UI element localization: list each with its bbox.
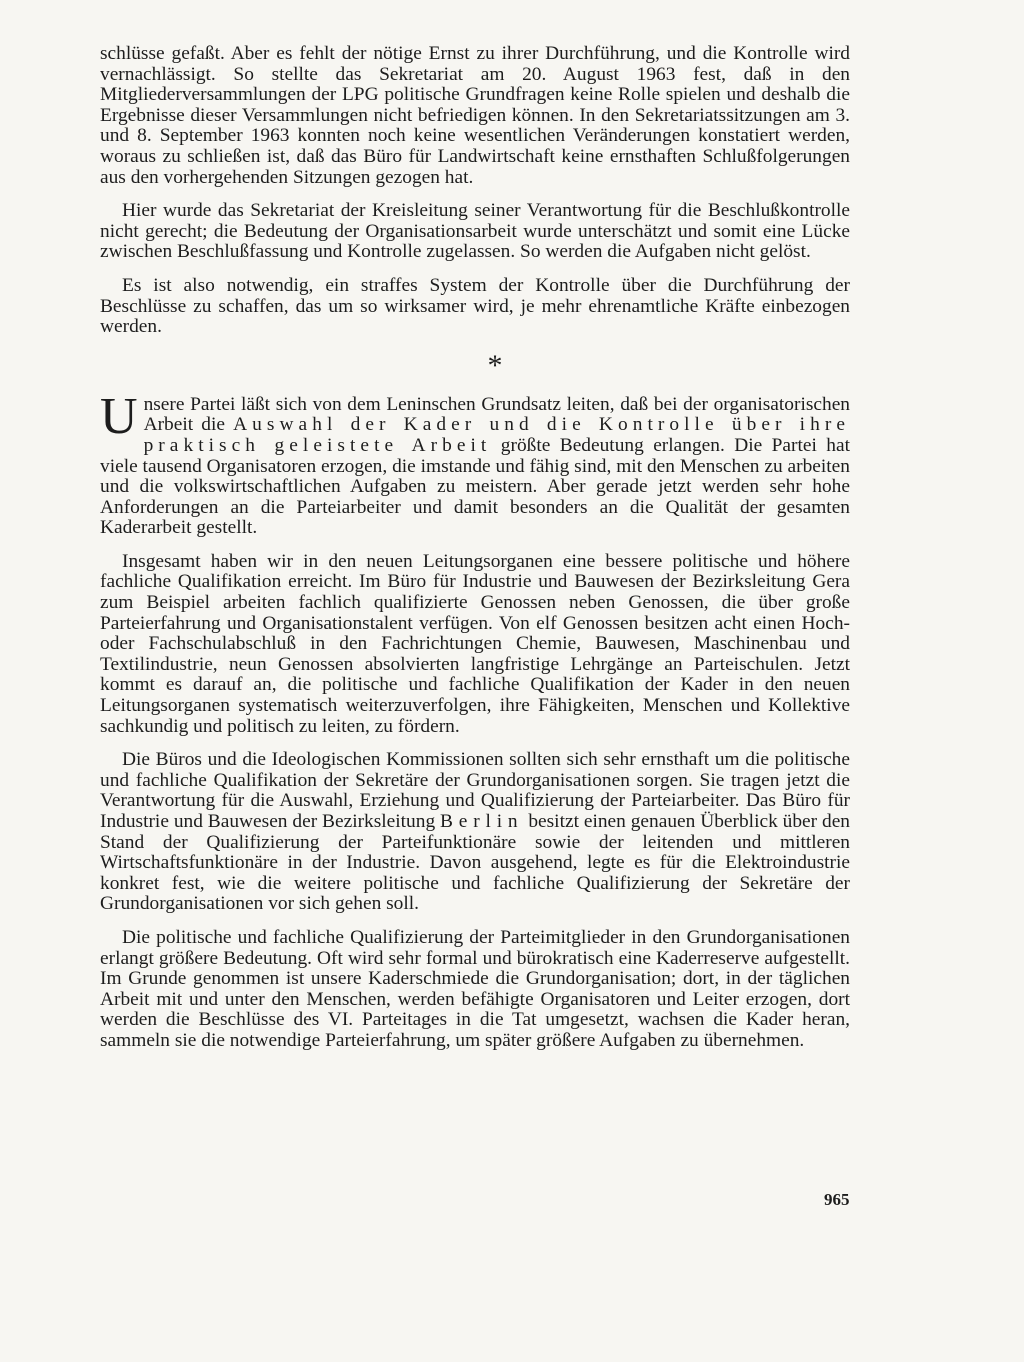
section-separator: *	[487, 348, 503, 382]
paragraph-1: schlüsse gefaßt. Aber es fehlt der nötige Ernst zu ihrer Durchführung, und die Kontrolle wird vernachlässigt. So stellte das Sekretariat am 20. August 1963 fest, daß in den Mitgliederversammlungen der LPG politische Grundfragen keine Rolle spielen und deshalb die Ergebnisse dieser Versammlungen nicht befriedigen können. In den Sekretariatssitzungen am 3. und 8. September 1963 konnten noch keine wesentlichen Veränderungen konstatiert werden, woraus zu schließen ist, daß das Büro für Landwirtschaft keine ernsthaften Schlußfolgerungen aus den vorhergehenden Sitzungen gezogen hat.	[100, 43, 850, 188]
drop-cap-initial: U	[100, 387, 138, 445]
berlin-text-1: Die Büros und die Ideologischen Kommissionen sollten sich sehr ernsthaft um die politische und fachliche Qualifikation der Sekretäre der Grundorganisationen sorgen. Sie tragen jetzt die Verantwortung für die Auswahl, Erziehung und Qualifizierung der Parteiarbeiter. Das Büro für Industrie und Bauwesen der Bezirksleitung	[100, 749, 850, 832]
page-number: 965	[824, 1190, 850, 1209]
emphasis-kader-kontrolle: Auswahl der Kader und die Kontrolle über ihre praktisch geleistete Arbeit	[143, 414, 851, 456]
dropcap-text-2: größte Bedeutung erlangen. Die Partei hat viele tausend Organisatoren erzogen, die imstande und fähig sind, mit den Menschen zu arbeiten und die volkswirtschaftlichen Aufgaben zu meistern. Aber gerade jetzt werden sehr hohe Anforderungen an die Parteiarbeiter und damit besonders an die Qualität der gesamten Kaderarbeit gestellt.	[100, 434, 850, 539]
paragraph-2: Hier wurde das Sekretariat der Kreisleitung seiner Verantwortung für die Beschlußkontrolle nicht gerecht; die Bedeutung der Organisationsarbeit wurde unterschätzt und somit eine Lücke zwischen Beschlußfassung und Kontrolle zugelassen. So werden die Aufgaben nicht gelöst.	[100, 200, 850, 263]
paragraph-final: Die politische und fachliche Qualifizierung der Parteimitglieder in den Grundorganisationen erlangt größere Bedeutung. Oft wird sehr formal und bürokratisch eine Kaderreserve aufgestellt. Im Grunde genommen ist unsere Kaderschmiede die Grundorganisation; dort, in der täglichen Arbeit mit und unter den Menschen, werden befähigte Organisatoren und Leiter erzogen, dort werden die Beschlüsse des VI. Parteitages in die Tat umgesetzt, wachsen die Kader heran, sammeln sie die notwendige Parteierfahrung, um später größere Aufgaben zu übernehmen.	[100, 926, 850, 1051]
paragraph-gera: Insgesamt haben wir in den neuen Leitungsorganen eine bessere politische und höhere fachliche Qualifikation erreicht. Im Büro für Industrie und Bauwesen der Bezirksleitung Gera zum Beispiel arbeiten fachlich qualifizierte Genossen neben Genossen, die über große Parteierfahrung und Organisationstalent verfügen. Von elf Genossen besitzen acht einen Hoch- oder Fachschulabschluß in den Fachrichtungen Chemie, Bauwesen, Maschinenbau und Textilindustrie, neun Genossen absolvierten langfristige Lehrgänge an Parteischulen. Jetzt kommt es darauf an, die politische und fachliche Qualifikation der Kader in den neuen Leitungsorganen systematisch weiterzuverfolgen, ihre Fähigkeiten, Menschen und Kollektive sachkundig und politisch zu leiten, zu fördern.	[100, 550, 850, 737]
dropcap-text-1: nsere Partei läßt sich von dem Leninschen Grundsatz leiten, daß bei der organisatorischen Arbeit die	[143, 393, 850, 436]
paragraph-3: Es ist also notwendig, ein straffes System der Kontrolle über die Durchführung der Beschlüsse zu schaffen, das um so wirksamer wird, je mehr ehrenamtliche Kräfte einbezogen werden.	[100, 274, 850, 338]
berlin-text-2: besitzt einen genauen Überblick über den Stand der Qualifizierung der Parteifunktionäre sowie der leitenden und mittleren Wirtschaftsfunktionäre in der Industrie. Davon ausgehend, legte es für die Elektroindustrie konkret fest, wie die weitere politische und fachliche Qualifizierung der Sekretäre der Grundorganisationen vor sich gehen soll.	[100, 811, 851, 915]
emphasis-berlin: Berlin	[440, 811, 524, 832]
paragraph-berlin	[100, 750, 850, 915]
document-page	[100, 44, 850, 1065]
paragraph-dropcap	[100, 387, 851, 539]
